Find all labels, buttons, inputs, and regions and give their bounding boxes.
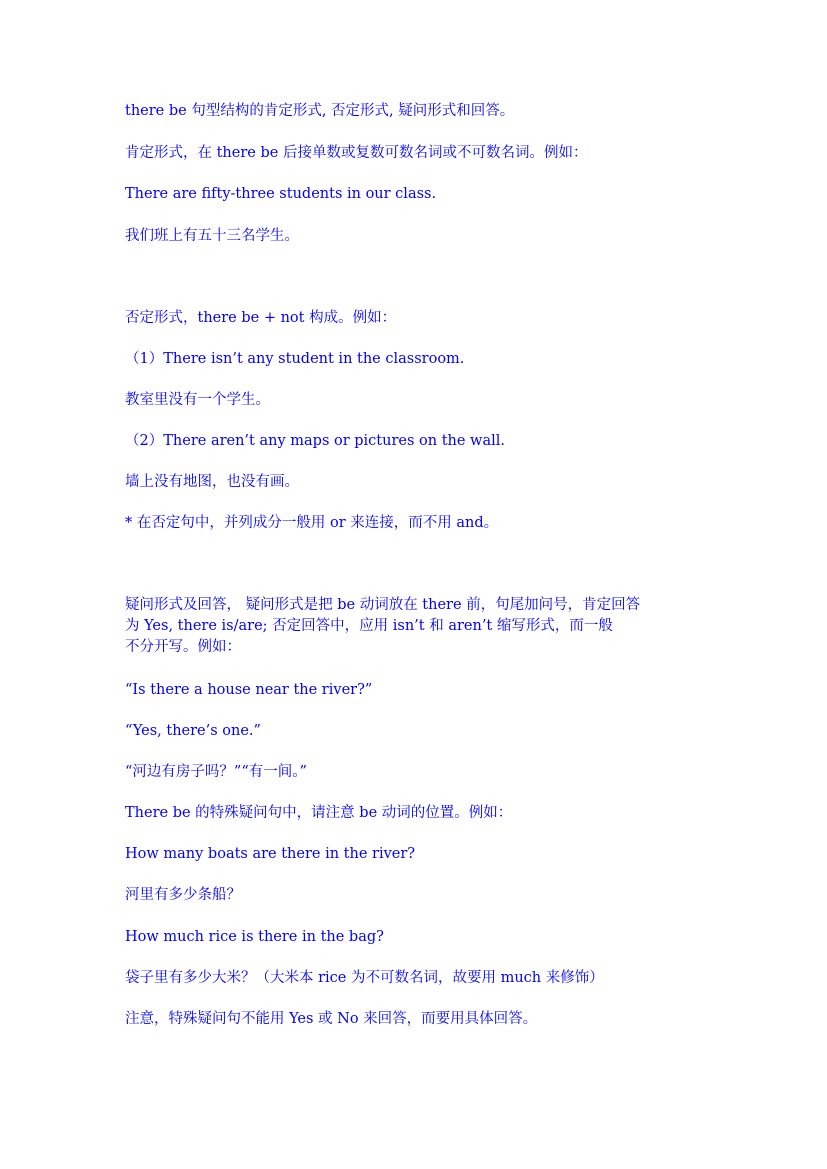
question-heading [125,595,710,658]
negative-note: * 在否定句中，并列成分一般用 or 来连接，而不用 and。 [125,515,499,531]
special-example1-zh: 河里有多少条船？ [125,887,241,903]
question-heading-line2: 为 Yes, there is/are; 否定回答中，应用 isn’t 和 aren’t 缩写形式，而一般 [125,618,613,634]
question-heading-line1: 疑问形式及回答， 疑问形式是把 be 动词放在 there 前，句尾加问号，肯定回答 [125,597,641,613]
affirmative-heading: 肯定形式，在 there be 后接单数或复数可数名词或不可数名词。例如： [125,145,588,161]
special-example2-zh: 袋子里有多少大米？（大米本 rice 为不可数名词，故要用 much 来修饰） [125,970,604,986]
special-example1-en: How many boats are there in the river? [125,846,416,862]
negative-example2-en: （2）There aren’t any maps or pictures on the wall. [125,433,506,449]
question-heading-line3: 不分开写。例如： [125,639,241,655]
negative-example2-zh: 墙上没有地图，也没有画。 [125,474,299,490]
negative-example1-zh: 教室里没有一个学生。 [125,392,270,408]
qa-example-zh: “河边有房子吗？”“有一间。” [125,764,307,780]
negative-heading: 否定形式，there be + not 构成。例如： [125,310,397,326]
special-question-intro: There be 的特殊疑问句中，请注意 be 动词的位置。例如： [125,805,513,821]
affirmative-example-zh: 我们班上有五十三名学生。 [125,228,299,244]
affirmative-example-en: There are fifty-three students in our class. [125,186,437,202]
closing-note: 注意，特殊疑问句不能用 Yes 或 No 来回答，而要用具体回答。 [125,1011,538,1027]
special-example2-en: How much rice is there in the bag? [125,929,384,945]
answer-example-en: “Yes, there’s one.” [125,723,261,739]
negative-example1-en: （1）There isn’t any student in the classroom. [125,351,465,367]
question-example-en: “Is there a house near the river?” [125,682,373,698]
intro-line: there be 句型结构的肯定形式, 否定形式, 疑问形式和回答。 [125,103,515,119]
